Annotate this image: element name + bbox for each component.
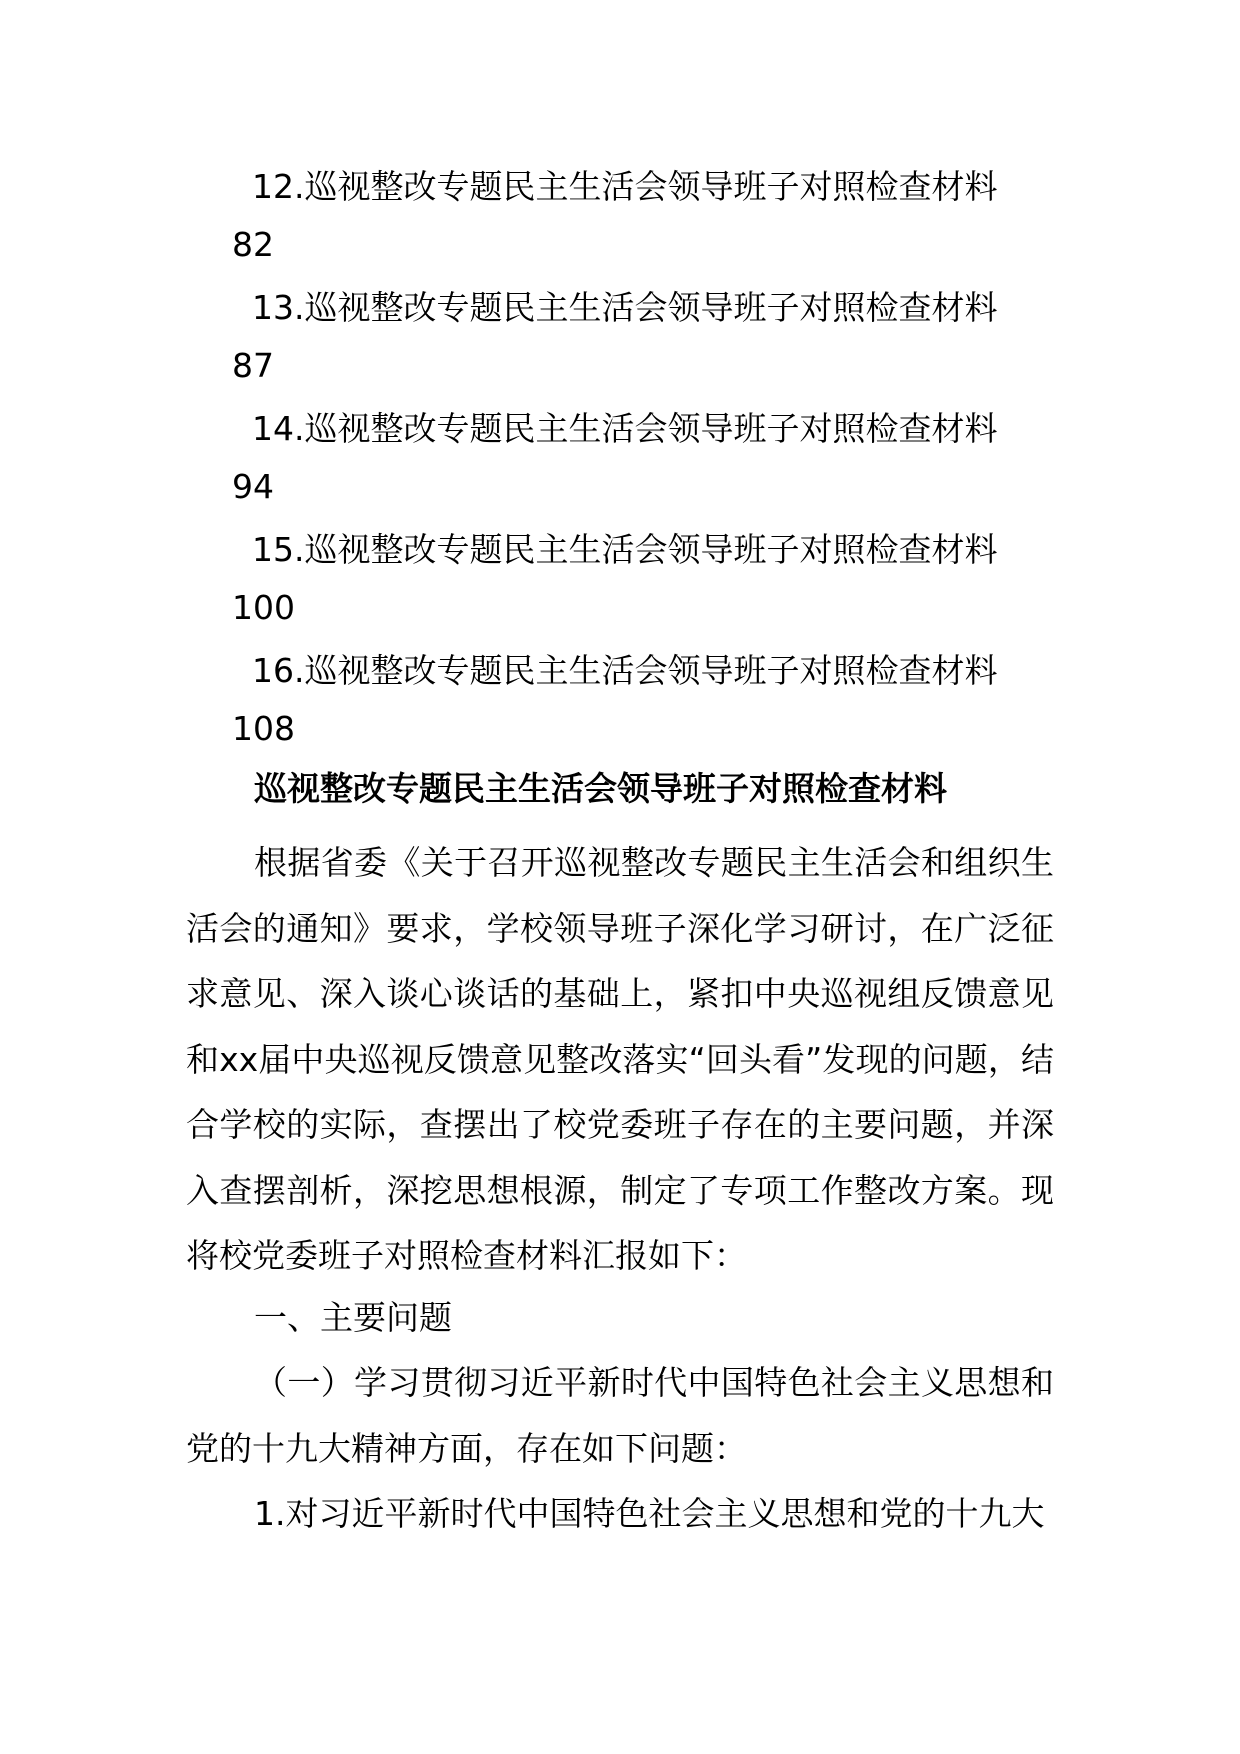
toc-item-page-number: 94	[232, 467, 274, 506]
toc-item-15[interactable]	[186, 521, 1066, 642]
toc-item-16[interactable]	[186, 642, 1066, 763]
toc-item-title: 15.巡视整改专题民主生活会领导班子对照检查材料	[252, 530, 998, 569]
toc-item-title: 13.巡视整改专题民主生活会领导班子对照检查材料	[252, 288, 998, 327]
toc-item-page-number: 100	[232, 588, 295, 627]
toc-item-12[interactable]	[186, 158, 1066, 279]
toc-item-title: 12.巡视整改专题民主生活会领导班子对照检查材料	[252, 167, 998, 206]
subsection-heading: （一）学习贯彻习近平新时代中国特色社会主义思想和党的十九大精神方面，存在如下问题：	[186, 1363, 1054, 1468]
toc-item-14[interactable]	[186, 400, 1066, 521]
toc-item-page-number: 82	[232, 225, 274, 264]
list-item-1: 1.对习近平新时代中国特色社会主义思想和党的十九大	[254, 1494, 1045, 1533]
toc-item-page-number: 108	[232, 709, 295, 748]
section-heading: 一、主要问题	[254, 1298, 452, 1337]
table-of-contents	[186, 158, 1066, 763]
toc-item-13[interactable]	[186, 279, 1066, 400]
toc-item-page-number: 87	[232, 346, 274, 385]
intro-paragraph: 根据省委《关于召开巡视整改专题民主生活会和组织生活会的通知》要求，学校领导班子深化学习研讨，在广泛征求意见、深入谈心谈话的基础上，紧扣中央巡视组反馈意见和xx届中央巡视反馈意见整改落实“回头看”发现的问题，结合学校的实际，查摆出了校党委班子存在的主要问题，并深入查摆剖析，深挖思想根源，制定了专项工作整改方案。现将校党委班子对照检查材料汇报如下：	[186, 843, 1054, 1275]
toc-item-title: 14.巡视整改专题民主生活会领导班子对照检查材料	[252, 409, 998, 448]
document-title: 巡视整改专题民主生活会领导班子对照检查材料	[254, 769, 947, 808]
toc-item-title: 16.巡视整改专题民主生活会领导班子对照检查材料	[252, 651, 998, 690]
